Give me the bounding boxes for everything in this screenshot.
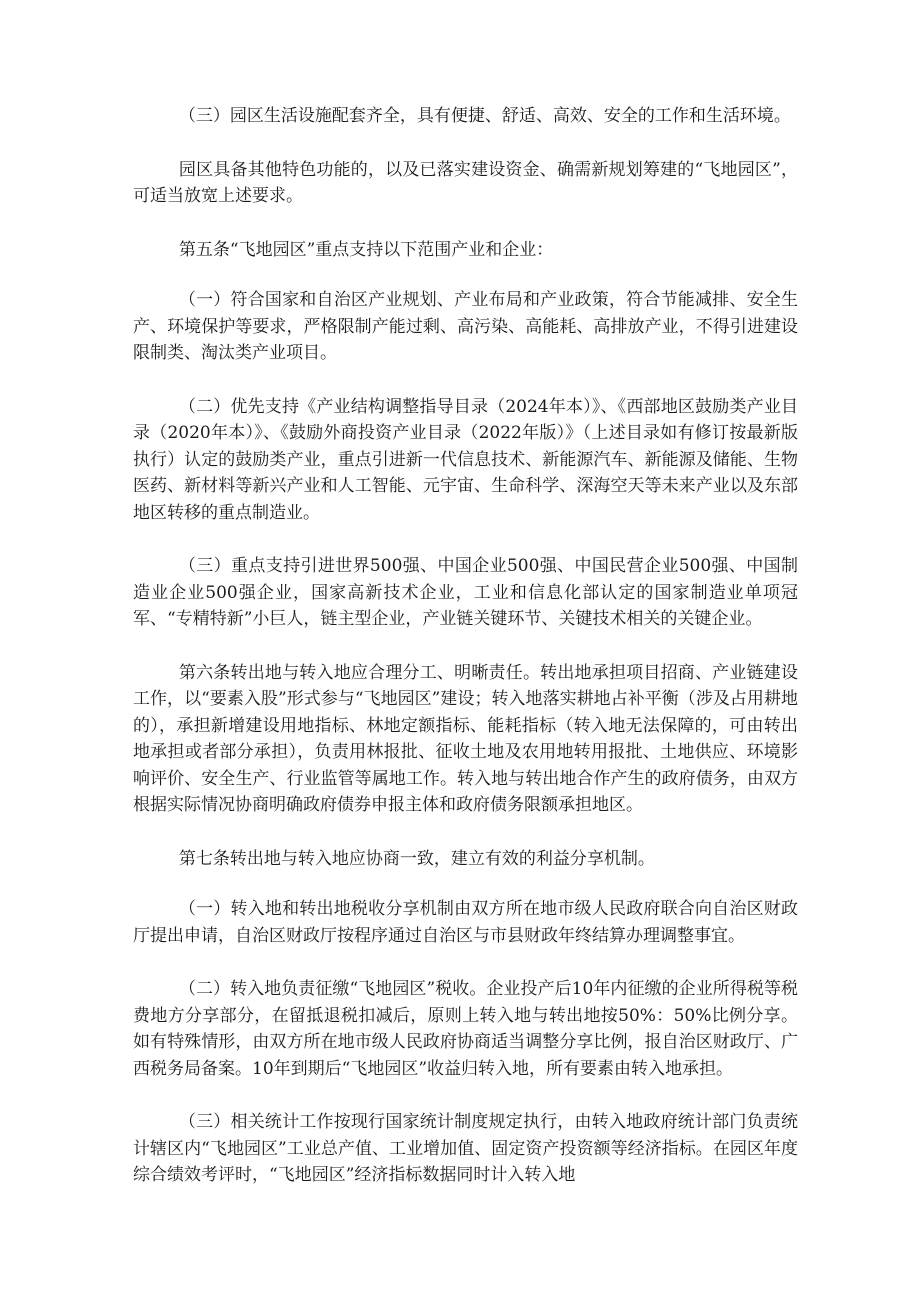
article-5-item-1: （一）符合国家和自治区产业规划、产业布局和产业政策，符合节能减排、安全生产、环境保护等要求，严格限制产能过剩、高污染、高能耗、高排放产业，不得引进建设限制类、淘汰类产业项目。 [133,290,798,363]
article-5-item-2: （二）优先支持《产业结构调整指导目录（2024年本）》、《西部地区鼓励类产业目录（2020年本）》、《鼓励外商投资产业目录（2022年版）》（上述目录如有修订按最新版执行）认定的鼓励类产业，重点引进新一代信息技术、新能源汽车、新能源及储能、生物医药、新材料等新兴产业和人工智能、元宇宙、生命科学、深海空天等未来产业以及东部地区转移的重点制造业。 [133,396,798,523]
article-7-heading: 第七条转出地与转入地应协商一致，建立有效的利益分享机制。 [178,848,655,869]
article-7-item-1: （一）转入地和转出地税收分享机制由双方所在地市级人民政府联合向自治区财政厅提出申请，自治区财政厅按程序通过自治区与市县财政年终结算办理调整事宜。 [133,899,798,946]
article-5-item-3: （三）重点支持引进世界500强、中国企业500强、中国民营企业500强、中国制造业企业500强企业，国家高新技术企业，工业和信息化部认定的国家制造业单项冠军、“专精特新”小巨人，链主型企业，产业链关键环节、关键技术相关的关键企业。 [133,556,798,629]
paragraph-relaxed-requirements: 园区具备其他特色功能的，以及已落实建设资金、确需新规划筹建的“飞地园区”，可适当放宽上述要求。 [133,159,798,206]
article-7-item-2: （二）转入地负责征缴“飞地园区”税收。企业投产后10年内征缴的企业所得税等税费地方分享部分，在留抵退税扣减后，原则上转入地与转出地按50%：50%比例分享。如有特殊情形，由双方所在地市级人民政府协商适当调整分享比例，报自治区财政厅、广西税务局备案。10年到期后“飞地园区”收益归转入地，所有要素由转入地承担。 [133,979,798,1079]
article-6: 第六条转出地与转入地应合理分工、明晰责任。转出地承担项目招商、产业链建设工作，以“要素入股”形式参与“飞地园区”建设；转入地落实耕地占补平衡（涉及占用耕地的），承担新增建设用地指标、林地定额指标、能耗指标（转入地无法保障的，可由转出地承担或者部分承担），负责用林报批、征收土地及农用地转用报批、土地供应、环境影响评价、安全生产、行业监管等属地工作。转入地与转出地合作产生的政府债务，由双方根据实际情况协商明确政府债券申报主体和政府债务限额承担地区。 [133,662,798,815]
article-7-item-3: （三）相关统计工作按现行国家统计制度规定执行，由转入地政府统计部门负责统计辖区内“飞地园区”工业总产值、工业增加值、固定资产投资额等经济指标。在园区年度综合绩效考评时，“飞地园区”经济指标数据同时计入转入地 [133,1112,798,1185]
article-5-heading: 第五条“飞地园区”重点支持以下范围产业和企业： [178,239,554,260]
paragraph-facilities: （三）园区生活设施配套齐全，具有便捷、舒适、高效、安全的工作和生活环境。 [178,106,791,126]
